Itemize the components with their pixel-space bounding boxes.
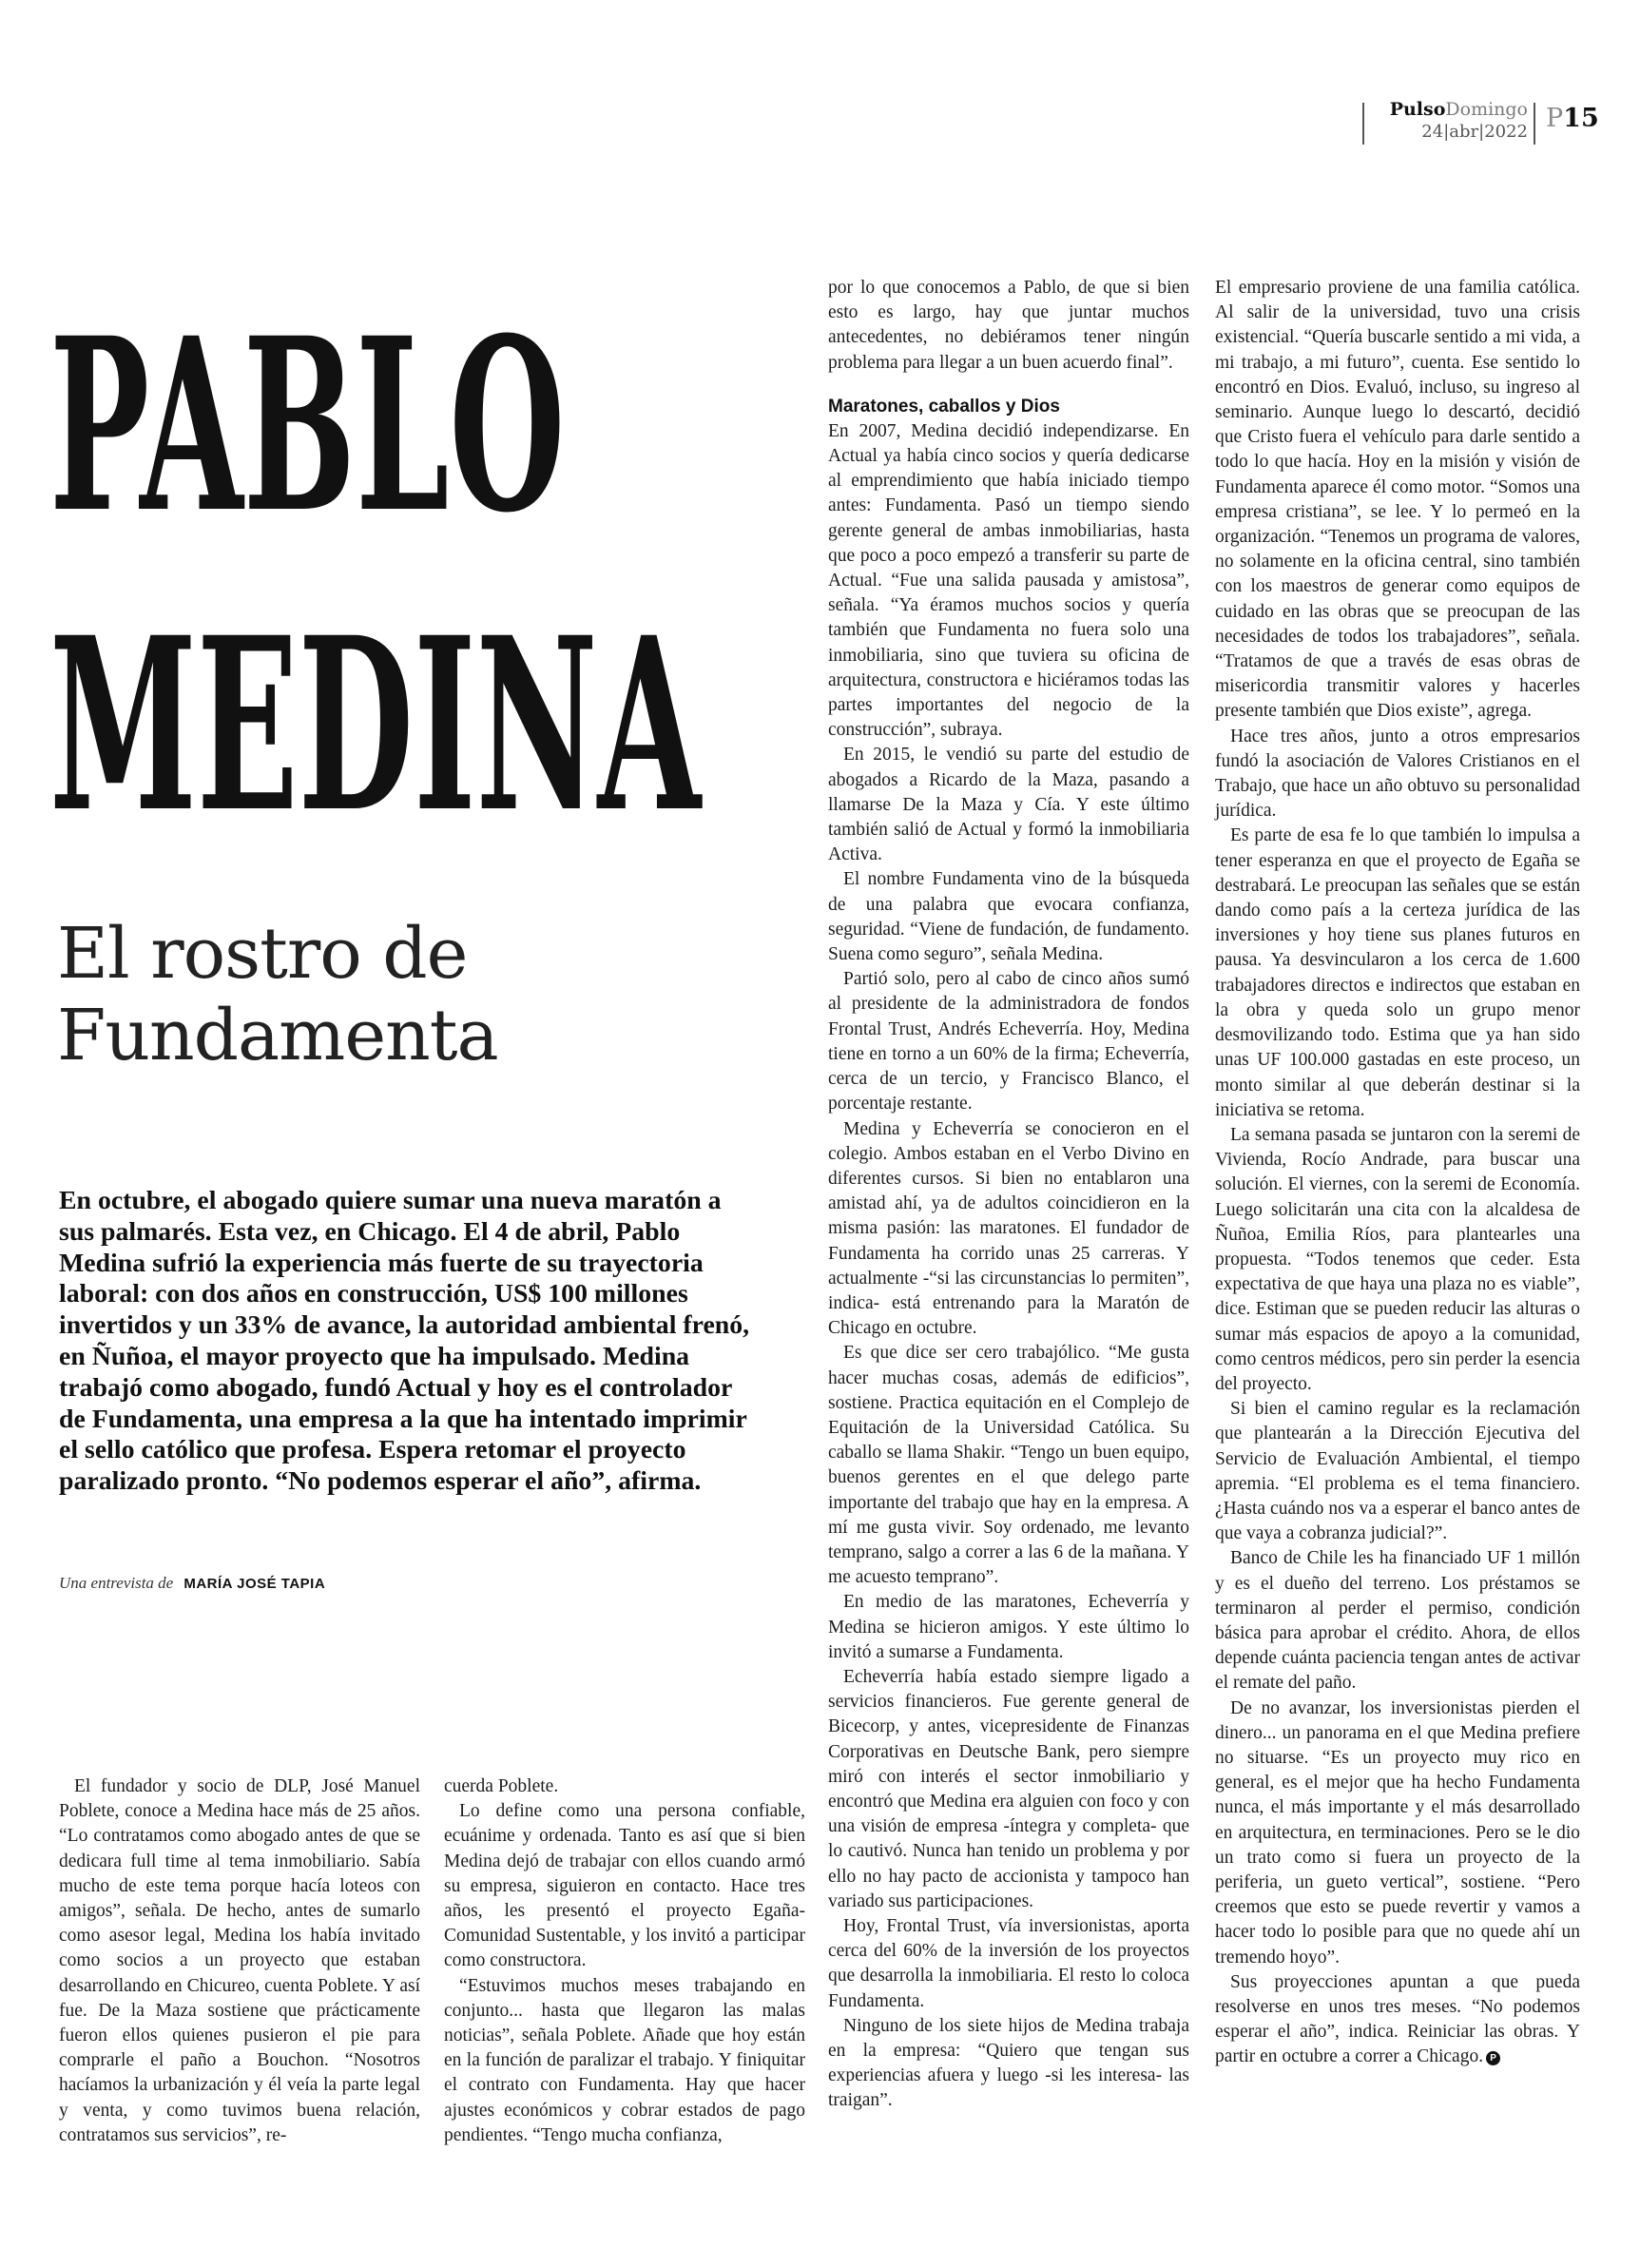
subtitle [57, 913, 646, 1076]
section-heading: Maratones, caballos y Dios [828, 396, 1060, 417]
body-paragraph: Partió solo, pero al cabo de cinco años sumó al presidente de la administradora de fondos Frontal Trust, Andrés Echeverría. Hoy, Medina tiene en torno a un 60% de la firma; Echeverría, cerca de un tercio, y Francisco Blanco, el porcentaje restante. [828, 969, 1189, 1115]
body-paragraph: Hoy, Frontal Trust, vía inversionistas, aporta cerca del 60% de la inversión de los proyectos que desarrolla la inmobiliaria. El resto lo coloca Fundamenta. [828, 1916, 1189, 2011]
body-paragraph: por lo que conocemos a Pablo, de que si bien esto es largo, hay que juntar muchos antecedentes, no debiéramos tener ningún problema para llegar a un buen acuerdo final”. [828, 278, 1189, 373]
page-number: P15 [1546, 104, 1599, 133]
body-column-4 [1215, 276, 1580, 2070]
body-paragraph: El nombre Fundamenta vino de la búsqueda de una palabra que evocara confianza, seguridad. “Viene de fundación, de fundamento. Suena como seguro”, señala Medina. [828, 869, 1189, 965]
subtitle-line: El rostro de [57, 913, 468, 995]
body-paragraph: Lo define como una persona confiable, ecuánime y ordenada. Tanto es así que si bien Medina dejó de trabajar con ellos cuando armó su empresa, siguieron en contacto. Hace tres años, les presentó el proyecto Egaña-Comunidad Sustentable, y los invitó a participar como constructora. [444, 1801, 805, 1971]
body-column-1 [59, 1774, 420, 2148]
folio-divider [1362, 103, 1364, 145]
body-paragraph: Ninguno de los siete hijos de Medina trabaja en la empresa: “Quiero que tengan sus experiencias afuera y luego -si les interesa- las traigan”. [828, 2015, 1189, 2111]
body-paragraph: De no avanzar, los inversionistas pierden el dinero... un panorama en el que Medina prefiere no situarse. “Es un proyecto muy rico en general, es el mejor que ha hecho Fundamenta nunca, el más importante y el más desarrollado en arquitectura, en terminaciones. Pero se le dio un trato como si fuera un proyecto de la periferia, un gueto vertical”, sostiene. “Pero creemos que esto se puede revertir y vamos a hacer todo lo posible para que no quede ahí un tremendo hoyo”. [1215, 1697, 1580, 1968]
headline-line: PABLO [49, 285, 566, 565]
body-paragraph: “Estuvimos muchos meses trabajando en conjunto... hasta que llegaron las malas noticias”, señala Poblete. Añade que hoy están en la función de paralizar el trabajo. Y finiquitar el contrato con Fundamenta. Hay que hacer ajustes económicos y cobrar estados de pago pendientes. “Tengo mucha confianza, [444, 1975, 805, 2145]
subtitle-line: Fundamenta [57, 995, 498, 1076]
body-paragraph: Banco de Chile les ha financiado UF 1 millón y es el dueño del terreno. Los préstamos se terminaron al perder el permiso, condición básica para aprobar el crédito. Ahora, de ellos depende cuánta paciencia tengan antes de activar el remate del paño. [1215, 1548, 1580, 1694]
body-paragraph [1215, 1970, 1580, 2070]
byline-author: MARÍA JOSÉ TAPIA [183, 1576, 326, 1592]
body-paragraph: Echeverría había estado siempre ligado a servicios financieros. Fue gerente general de Bicecorp, y antes, vicepresidente de Finanzas Corporativas en Deutsche Bank, pero siempre miró con interés el sector inmobiliario y encontró que Medina era alguien con foco y con una visión de empresa -íntegra y completa- que lo cautivó. Nunca han tenido un problema y por ello no hay pacto de accionista y tampoco han variado sus participaciones. [828, 1666, 1189, 1911]
body-paragraph: En 2007, Medina decidió independizarse. En Actual ya había cinco socios y quería dedicarse al emprendimiento que había iniciado tiempo antes: Fundamenta. Pasó un tiempo siendo gerente general de ambas inmobiliarias, hasta que poco a poco empezó a transferir su parte de Actual. “Fue una salida pausada y amistosa”, señala. “Ya éramos muchos socios y quería también que Fundamenta no fuera solo una inmobiliaria, sino que tuviera su oficina de arquitectura, constructora e hiciéramos todas las partes importantes del negocio de la construcción”, subraya. [828, 420, 1189, 741]
body-column-2 [444, 1774, 805, 2148]
publication-name: PulsoDomingo [1389, 99, 1528, 120]
body-paragraph: Hace tres años, junto a otros empresarios fundó la asociación de Valores Cristianos en el Trabajo, que hace un año obtuvo su personalidad jurídica. [1215, 726, 1580, 822]
body-paragraph: El fundador y socio de DLP, José Manuel Poblete, conoce a Medina hace más de 25 años. “Lo contratamos como abogado antes de que se dedicara full time al tema inmobiliario. Sabía mucho de este tema porque hacía loteos con amigos”, señala. De hecho, antes de sumarlo como asesor legal, Medina los había invitado como socios a un proyecto que estaban desarrollando en Chicureo, cuenta Poblete. Y así fue. De la Maza sostiene que prácticamente fueron ellos quienes pusieron el pie para comprarle el paño a Bouchon. “Nosotros hacíamos la urbanización y él veía la parte legal y venta, y como tuvimos buena relación, contratamos sus servicios”, re- [59, 1776, 420, 2145]
body-paragraph: Si bien el camino regular es la reclamación que plantearán a la Dirección Ejecutiva del Servicio de Evaluación Ambiental, el tiempo apremia. “El problema es el tema financiero. ¿Hasta cuándo nos va a esperar el banco antes de que vaya a cobranza judicial?”. [1215, 1399, 1580, 1544]
body-paragraph: cuerda Poblete. [444, 1776, 559, 1796]
body-paragraph: Es que dice ser cero trabajólico. “Me gusta hacer muchas cosas, además de edificios”, sostiene. Practica equitación en el Complejo de Equitación de la Universidad Católica. Su caballo se llama Shakir. “Tengo un buen equipo, buenos gerentes en el que delego parte importante del trabajo que hay en la empresa. A mí me gusta vivir. Soy ordenado, me levanto temprano, salgo a correr a las 6 de la mañana. Y me acuesto temprano”. [828, 1343, 1189, 1588]
body-text: Sus proyecciones apuntan a que pueda resolverse en unos tres meses. “No podemos esperar el año”, indica. Reiniciar las obras. Y partir en octubre a correr a Chicago. [1215, 1971, 1580, 2067]
byline-prefix: Una entrevista de [59, 1574, 174, 1592]
body-paragraph: En medio de las maratones, Echeverría y Medina se hicieron amigos. Y este último lo invitó a sumarse a Fundamenta. [828, 1592, 1189, 1662]
end-of-article-icon: P [1486, 2051, 1500, 2065]
body-paragraph: En 2015, le vendió su parte del estudio de abogados a Ricardo de la Maza, pasando a llamarse De la Maza y Cía. Y este último también salió de Actual y formó la inmobiliaria Activa. [828, 745, 1189, 865]
body-paragraph: Medina y Echeverría se conocieron en el colegio. Ambos estaban en el Verbo Divino en diferentes cursos. Si bien no entablaron una amistad ahí, ya de adultos coincidieron en la misma pasión: las maratones. El fundador de Fundamenta ha corrido unas 25 carreras. Y actualmente -“si las circunstancias lo permiten”, indica- está entrenando para la Maratón de Chicago en octubre. [828, 1118, 1189, 1339]
body-paragraph: El empresario proviene de una familia católica. Al salir de la universidad, tuvo una crisis existencial. “Quería buscarle sentido a mi vida, a mi trabajo, a mi futuro”, cuenta. Ese sentido lo encontró en Dios. Evaluó, incluso, su ingreso al seminario. Aunque luego lo descartó, decidió que Cristo fuera el vehículo para darle sentido a todo lo que hacía. Hoy en la misión y visión de Fundamenta aparece él como motor. “Somos una empresa cristiana”, se lee. Y lo permeó en la organización. “Tenemos un programa de valores, no solamente en la oficina central, sino también con los maestros de generar como equipos de cuidado en las obras que se preocupan de las necesidades de todos los trabajadores”, señala. “Tratamos de que a través de esas obras de misericordia transmitir valores y hacerles presente también que Dios existe”, agrega. [1215, 278, 1580, 722]
headline [49, 276, 810, 875]
body-paragraph: Es parte de esa fe lo que también lo impulsa a tener esperanza en que el proyecto de Egaña se destrabará. Le preocupan las señales que se están dando como país a la certeza jurídica de las inversiones y hoy tiene sus planes futuros en pausa. Ya desvincularon a los cerca de 1.600 trabajadores directos e indirectos que estaban en la obra y queda solo un grupo menor desmovilizando todo. Estima que ya han sido unas UF 100.000 gastadas en este proceso, un monto similar al que deberán destinar si la iniciativa se retoma. [1215, 825, 1580, 1120]
page-folio [1362, 99, 1599, 145]
headline-line: MEDINA [49, 585, 702, 864]
byline [59, 1574, 325, 1594]
body-paragraph: La semana pasada se juntaron con la seremi de Vivienda, Rocío Andrade, para buscar una solución. El viernes, con la seremi de Economía. Luego solicitarán una cita con la alcaldesa de Ñuñoa, Emilia Ríos, para plantearles una propuesta. “Todos tenemos que ceder. Esta expectativa de que haya una plaza no es viable”, dice. Estiman que se pueden reducir las alturas o sumar más espacios de apoyo a la comunidad, como centros médicos, pero sin perder la esencia del proyecto. [1215, 1124, 1580, 1394]
body-column-3 [828, 276, 1189, 2114]
lead-paragraph: En octubre, el abogado quiere sumar una nueva maratón a sus palmarés. Esta vez, en Chicago. El 4 de abril, Pablo Medina sufrió la experiencia más fuerte de su trayectoria laboral: con dos años en construcción, US$ 100 millones invertidos y un 33% de avance, la autoridad ambiental frenó, en Ñuñoa, el mayor proyecto que ha impulsado. Medina trabajó como abogado, fundó Actual y hoy es el controlador de Fundamenta, una empresa a la que ha intentado imprimir el sello católico que profesa. Espera retomar el proyecto paralizado pronto. “No podemos esperar el año”, afirma. [59, 1186, 750, 1497]
issue-date: 24|abr|2022 [1421, 122, 1528, 142]
folio-divider [1534, 103, 1535, 145]
